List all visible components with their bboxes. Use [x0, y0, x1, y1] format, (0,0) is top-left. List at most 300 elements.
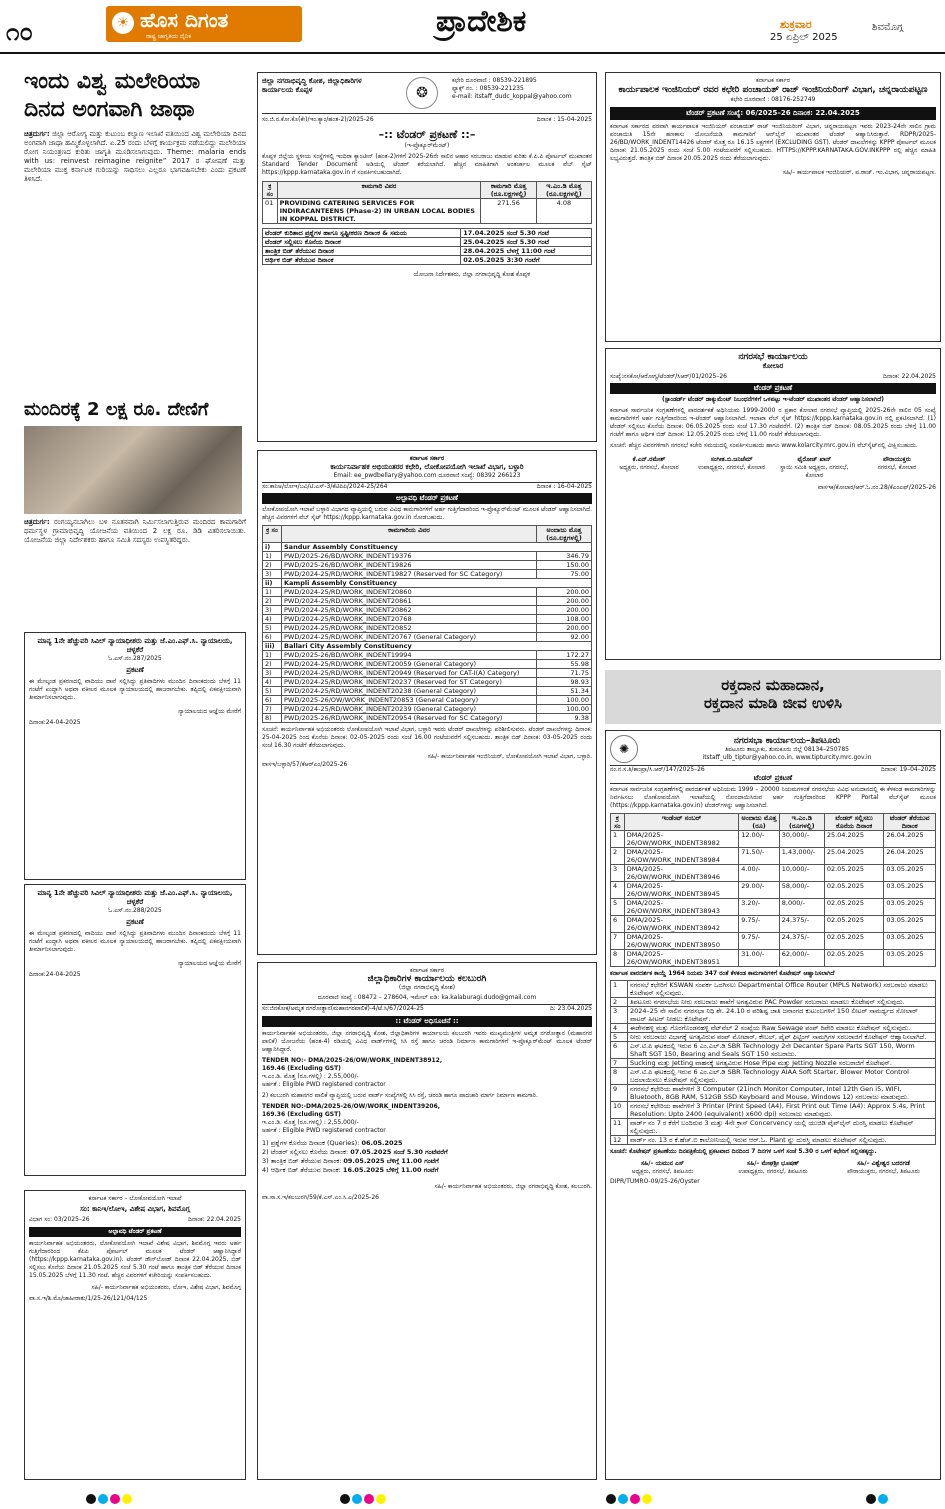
col-header: ಕಾಮಗಾರಿಯ ವಿವರ — [282, 526, 537, 543]
kolar-signatures — [610, 456, 936, 480]
date-label: ಟೆಂಡರ್ ಕುರಿತಾದ ಪ್ರಶ್ನೆಗಳ ಹಾಗೂ ಸ್ಪಷ್ಟೀಕರಣ ದಿನಾಂಕ & ಸಮಯ — [263, 229, 461, 238]
cell: DMA/2025-26/OW/WORK_INDENT38984 — [624, 848, 738, 865]
schedule-label: 4) ಆರ್ಥಿಕ ಬಿಡ್ ತೆರೆಯುವ ದಿನಾಂಕ: — [262, 1166, 341, 1174]
court1-case: ಓ.ಎಸ್.ನಂ.287/2025 — [108, 655, 162, 662]
cell: PWD/2025-26/BD/WORK_INDENT19826 — [282, 561, 537, 570]
tiptur-footer: DIPR/TUMRO-09/25-26/Oyster — [610, 1178, 700, 1185]
blood-donation-banner — [605, 670, 941, 724]
schedule-value: 07.05.2025 ಸಂಜೆ 5.30 ಗಂಟೆವರೆಗೆ — [350, 1148, 448, 1156]
group-num: ii) — [263, 579, 282, 588]
cell: 9 — [611, 1085, 628, 1102]
col-header: ಕಾಮಗಾರಿ ವಿವರ — [277, 182, 481, 199]
cell: 5) — [263, 687, 282, 696]
tiptur-quotes-table — [610, 980, 936, 1145]
schedule-line — [262, 1157, 592, 1166]
signer-name: ಪೌರಾಯುಕ್ತರು — [882, 456, 911, 463]
date-label: ಆರ್ಥಿಕ ಬಿಡ್ ತೆರೆಯುವ ದಿನಾಂಕ — [263, 256, 461, 265]
signer-name: ಸಹಿ/– ಯಮುನ ಎಸ್ — [640, 1160, 685, 1167]
cell: 9.75/- — [739, 916, 780, 933]
cell: 02.05.2025 — [824, 899, 884, 916]
cell: 3.20/- — [739, 899, 780, 916]
schedule-line — [262, 1139, 592, 1148]
group-row — [263, 543, 592, 552]
table-row — [611, 848, 936, 865]
cell: 4 — [611, 882, 625, 899]
table-row — [263, 588, 592, 597]
court2-title: ಮಾನ್ಯ 1ನೇ ಹೆಚ್ಚುವರಿ ಸಿವಿಲ್ ನ್ಯಾಯಾಧೀಶರು ಮತ್ತು ಜೆ.ಎಂ.ಎಫ್.ಸಿ. ನ್ಯಾಯಾಲಯ, ಚಳ್ಳಕೆರೆ — [37, 889, 233, 906]
court2-section: ಪ್ರಕಟಣೆ — [126, 918, 144, 926]
chp-office: ಕಾರ್ಯಪಾಲಕ ಇಂಜಿನಿಯರ್ ರವರ ಕಛೇರಿ ಪಂಚಾಯತ್ ರಾಜ್ ಇಂಜಿನಿಯರಿಂಗ್ ವಿಭಾಗ, ಚನ್ನರಾಯಪಟ್ಟಣ — [618, 85, 928, 95]
cell: PWD/2024-25/RD/WORK_INDENT20862 — [282, 606, 537, 615]
table-row — [263, 256, 592, 265]
reg-dot — [618, 1494, 628, 1504]
schedule-label: 1) ಪ್ರಶ್ನೆಗಳ ಕೊನೆಯ ದಿನಾಂಕ (Queries): — [262, 1139, 360, 1147]
cell: 4) — [263, 678, 282, 687]
signature-block — [775, 456, 853, 480]
kal-govt: ಕರ್ನಾಟಕ ಸರ್ಕಾರ — [409, 967, 445, 974]
temple-body: ರಂಗಯ್ಯನಬಾಗಿಲು ಬಳಿ ನೂತನವಾಗಿ ನಿರ್ಮಿಸಲಾಗುತ್ತಿರುವ ಮಂದಿರದ ಕಾಮಗಾರಿಗೆ ಧರ್ಮಸ್ಥಳ ಗ್ರಾಮಾಭಿವೃದ್ಧಿ ಯೋಜನೆಯ ವತಿಯಿಂದ 2 ಲಕ್ಷ ರೂ. ಡಿಡಿ ವಿತರಿಸಲಾಯಿತು. ಯೋಜನೆಯ ಜಿಲ್ಲಾ ನಿರ್ದೇಶಕರು ಹಾಗೂ ಸಮಿತಿ ಸದಸ್ಯರು ಉಪಸ್ಥಿತರಿದ್ದರು. — [24, 518, 246, 544]
channarayapatna-tender-notice — [605, 72, 941, 342]
temple-text — [24, 518, 246, 545]
col-header: ಕ್ರ ಸಂ — [263, 182, 278, 199]
reg-dot — [630, 1494, 640, 1504]
bellary-office: ಕಾರ್ಯನಿರ್ವಾಹಕ ಅಭಿಯಂತರರ ಕಛೇರಿ, ಲೋಕೋಪಯೋಗಿ ಇಲಾಖೆ ವಿಭಾಗ, ಬಳ್ಳಾರಿ — [330, 463, 524, 471]
kal-tender2-cost: 169.36 (Excluding GST) — [262, 1111, 341, 1118]
tiptur-table — [610, 813, 936, 967]
cell: ನಗರಸಭೆ ಕಛೇರಿಗೆ KSWAN ಸಂಪರ್ಕ ಒದಗಿಸಲು Departmental Office Router (MPLS Network) ಸರಬರಾಜು ಮಾಡಲು ಕೊಟೇಷನ್ ಸಲ್ಲಿಸುವುದು. — [628, 981, 936, 998]
kolar-ref: ಸಂಖ್ಯೆ:ನಸಕೋ/ಆರೋಗ್ಯ/ಟೆಂಡರ್/ಸಿಆರ್/01/2025–26 — [610, 373, 728, 380]
table-header-row — [263, 182, 592, 199]
bellary-tender-notice — [257, 450, 597, 955]
kal-tender1: TENDER NO:- DMA/2025-26/OW/WORK_INDENT38912, — [262, 1057, 443, 1064]
cell: 62,000/- — [779, 950, 824, 967]
kolar-office: ನಗರಸಭೆ ಕಾರ್ಯಾಲಯ — [738, 352, 808, 362]
koppal-header — [262, 77, 592, 109]
shm-refline — [29, 1216, 241, 1224]
koppal-tender-notice — [257, 72, 597, 442]
cell: ಈಡೇನಹಳ್ಳಿ ಮತ್ತು ಗೊರಗೊಂಡನಹಳ್ಳಿ ವೆಟ್‌ವೆಲ್ 2 ಸಂಖ್ಯೆಯ Raw Sewage ಪಂಪ್ ರಿಪೇರಿ ಮಾಡಲು ಕೊಟೇಷನ್ ಸಲ್ಲಿಸುವುದು. — [628, 1024, 936, 1033]
cell: PWD/2024-25/RD/WORK_INDENT20767 (General Category) — [282, 633, 537, 642]
cell: 58,000/- — [779, 882, 824, 899]
pwd-shivamogga-notice — [24, 1190, 246, 1480]
malaria-body: ಜಿಲ್ಲಾ ಆರೋಗ್ಯ ಮತ್ತು ಕುಟುಂಬ ಕಲ್ಯಾಣ ಇಲಾಖೆ ವತಿಯಿಂದ ವಿಶ್ವ ಮಲೇರಿಯಾ ದಿನದ ಅಂಗವಾಗಿ ಜಾಥಾ ಹಮ್ಮಿಕೊಳ್ಳಲಾಗಿದೆ. ಏ.25 ರಂದು ಬೆಳಗ್ಗೆ ಕಾರ್ಯಕ್ರಮ ನಡೆಯಲಿದ್ದು ಮಲೇರಿಯಾ ರೋಗ ನಿಯಂತ್ರಣದ ಕುರಿತು ಜಾಗೃತಿ ಮೂಡಿಸಲಾಗುವುದು. Theme: malaria ends with us: reinvest reimagine reignite” 2017 ರ ಘೋಷಣೆ ಮತ್ತು ಮಲೇರಿಯಾ ಮುಕ್ತ ಕರ್ನಾಟಕ ಗುರಿಯನ್ನು ಸಾಧಿಸಲು ಎಲ್ಲರೂ ಭಾಗವಹಿಸಬೇಕು ಎಂದು ಪ್ರಕಟಣೆ ತಿಳಿಸಿದೆ. — [24, 130, 246, 183]
group-title: Sandur Assembly Constituency — [282, 543, 592, 552]
group-num: i) — [263, 543, 282, 552]
malaria-article — [24, 68, 246, 398]
date-label: ತಾಂತ್ರಿಕ ಬಿಡ್ ತೆರೆಯುವ ದಿನಾಂಕ — [263, 247, 461, 256]
kal-sub: (ಜಿಲ್ಲಾ ನಗರಾಭಿವೃದ್ಧಿ ಕೋಶ) — [398, 984, 456, 991]
cell: 4.08 — [536, 199, 591, 224]
table-row — [611, 1024, 936, 1033]
chp-bar: ಟೆಂಡರ್ ಪ್ರಕಟಣೆ ಸಂಖ್ಯೆ: 06/2025–26 ದಿನಾಂಕ: 22.04.2025 — [610, 107, 936, 120]
cell: 01 — [263, 199, 278, 224]
table-row — [611, 916, 936, 933]
cell: 51.34 — [537, 687, 592, 696]
cell: 100.00 — [537, 696, 592, 705]
signer-name: ಫೈರೋಜ್ ಖಾನ್ — [797, 456, 832, 463]
cell: ತಿಪಟೂರು ನಗರಸಭೆಯ ನೀರು ಸರಬರಾಜು ಶಾಖೆಗೆ ಅಗತ್ಯವಿರುವ PAC Powder ಸರಬರಾಜು ಮಾಡಲು ಕೊಟೇಷನ್ ಸಲ್ಲಿಸುವುದು. — [628, 998, 936, 1007]
cell: 346.79 — [537, 552, 592, 561]
chp-sign: ಸಹಿ/– ಕಾರ್ಯಪಾಲಕ ಇಂಜಿನಿಯರ್, ಪ.ರಾಜ್. ಇಂ.ವಿಭಾಗ, ಚನ್ನರಾಯಪಟ್ಟಣ. — [782, 169, 936, 176]
group-row — [263, 579, 592, 588]
section-title: ಪ್ರಾದೇಶಿಕ — [436, 4, 527, 39]
tiptur-bar: ಟೆಂಡರ್ ಪ್ರಕಟಣೆ — [610, 774, 936, 784]
bellary-refline — [262, 482, 592, 491]
reg-dot — [866, 1494, 876, 1504]
cell: DMA/2025-26/OW/WORK_INDENT38950 — [624, 933, 738, 950]
cell: PWD/2025-26/RD/WORK_INDENT20954 (Reserved for SC Category) — [282, 714, 537, 723]
koppal-dates-table — [262, 228, 592, 265]
tiptur-body: ಕರ್ನಾಟಕ ಸಾರ್ವಜನಿಕ ಸಂಗ್ರಹಣೆಗಳಲ್ಲಿ ಪಾರದರ್ಶಕತೆ ಅಧಿನಿಯಮ 1999 – 20000 ನಿಯಮಗಳಂತೆ ನಗರಸಭೆಯ ವಿವಿಧ ಅನುದಾನದಲ್ಲಿ ಈ ಕೆಳಕಂಡ ಕಾಮಗಾರಿಗಳನ್ನು ನಿರ್ವಹಿಸಲು ಲೋಕೋಪಯೋಗಿ ಇಲಾಖೆಯಲ್ಲಿ ನೋಂದಾಯಿಸಿರುವ ಅರ್ಹ ಗುತ್ತಿಗೆದಾರರಿಂದ KPPP Portal ವೆಬ್‌ಸೈಟ್ ಮೂಲಕ (https://kppp.karnataka.gov.in) ಟೆಂಡರ್‌ಗಳನ್ನು ಆಹ್ವಾನಿಸಲಾಗಿದೆ. — [610, 786, 936, 809]
table-row — [263, 669, 592, 678]
chp-govt: ಕರ್ನಾಟಕ ಸರ್ಕಾರ — [755, 77, 791, 84]
cell: 12 — [611, 1136, 628, 1145]
reg-dot — [110, 1494, 120, 1504]
tiptur-email: itstaff_ulb_tiptur@yahoo.co.in, www.tipturcity.mrc.gov.in — [702, 753, 872, 761]
cell: 5 — [611, 1033, 628, 1042]
shm-footer: ವಾ.ಸ.ಇ/ಶಿ.ಮೊ/ಜಾಹೀರಾತು/1/25-26/121/04/125 — [29, 1295, 148, 1302]
col-header: ಇ.ಎಂ.ಡಿ ಮೊತ್ತ (ರೂ.ಲಕ್ಷಗಳಲ್ಲಿ) — [536, 182, 591, 199]
court1-date: ದಿನಾಂಕ:24-04-2025 — [29, 719, 81, 726]
koppal-table — [262, 181, 592, 224]
signer-name: ಕೆ.ಎನ್.ರಮೇಶ್ — [632, 456, 666, 463]
kal-body1: ಕಾರ್ಯನಿರ್ವಾಹಕ ಅಭಿಯಂತರರು, ಜಿಲ್ಲಾ ನಗರಾಭಿವೃದ್ಧಿ ಕೋಶ, ಜಿಲ್ಲಾಧಿಕಾರಿಗಳ ಕಾರ್ಯಾಲಯ ಕಲಬುರಗಿ ಇವರು ಮುಖ್ಯಮಂತ್ರಿಗಳ ಅಮೃತ ನಗರೋತ್ಥಾನ (ಮಹಾನಗರ ಪಾಲಿಕೆ) ಯೋಜನೆಯ (ಹಂತ-4) ರಡಿಯಲ್ಲಿ ವಿವಿಧ ವಾರ್ಡ್‌ಗಳಲ್ಲಿ ಸಿಸಿ ರಸ್ತೆ ಹಾಗೂ ಚರಂಡಿ ನಿರ್ಮಾಣ ಕಾಮಗಾರಿಗಳಿಗೆ ಇ-ಪ್ರೊಕ್ಯೂರ್‌ಮೆಂಟ್ ಮೂಲಕ ಟೆಂಡರ್ ಆಹ್ವಾನಿಸಿದ್ದಾರೆ. — [262, 1030, 592, 1053]
table-row — [263, 199, 592, 224]
kolar-date: ದಿನಾಂಕ: 22.04.2025 — [883, 373, 936, 380]
kolar-body: ಕರ್ನಾಟಕ ಸಾರ್ವಜನಿಕ ಸಂಗ್ರಹಣೆಗಳಲ್ಲಿ ಪಾರದರ್ಶಕತೆ ಅಧಿನಿಯಮ 1999-2000 ರ ಪ್ರಕಾರ ಕೋಲಾರ ನಗರಸಭೆ ವ್ಯಾಪ್ತಿಯಲ್ಲಿ 2025-26ನೇ ಸಾಲಿನ 05 ಸಂಖ್ಯೆ ಕಾಮಗಾರಿಗಳಿಗೆ ಅರ್ಹ ಗುತ್ತಿಗೆದಾರರಿಂದ ಇ-ಟೆಂಡರ್ ಆಹ್ವಾನಿಸಲಾಗಿದೆ. ಇಲಾಖಾ ವೆಬ್ ಸೈಟ್ https://kppp.karnataka.gov.in ನಲ್ಲಿ ಪ್ರಕಟಿಸಲಾಗಿದೆ. (1) ಟೆಂಡರ್ ಸಲ್ಲಿಸಲು ಕೊನೆಯ ದಿನಾಂಕ: 06.05.2025 ರಂದು ಸಂಜೆ 17.30 ಗಂಟೆವರೆಗೆ. (2) ತಾಂತ್ರಿಕ ಬಿಡ್ ದಿನಾಂಕ: 08.05.2025 ರಂದು ಬೆಳಿಗ್ಗೆ 11.00 ಗಂಟೆಗೆ ಹಾಗೂ ಆರ್ಥಿಕ ಬಿಡ್ ದಿನಾಂಕ: 12.05.2025 ರಂದು ಬೆಳಿಗ್ಗೆ 11.00 ಗಂಟೆಗೆ ತೆರೆಯಲಾಗುವುದು. — [610, 407, 936, 438]
cell: DMA/2025-26/OW/WORK_INDENT38945 — [624, 882, 738, 899]
bellary-sign: ಸಹಿ/- ಕಾರ್ಯನಿರ್ವಾಹಕ ಇಂಜಿನಿಯರ್, ಲೋಕೋಪಯೋಗಿ ಇಲಾಖೆ ವಿಭಾಗ, ಬಳ್ಳಾರಿ. — [427, 753, 592, 760]
court1-body: ಈ ಮೇಲ್ಕಂಡ ಪ್ರಕರಣದಲ್ಲಿ ವಾದಿಯು ದಾವೆ ಸಲ್ಲಿಸಿದ್ದು ಪ್ರತಿವಾದಿಗಳು ಮುಂದಿನ ದಿನಾಂಕದಂದು ಬೆಳಗ್ಗೆ 11 ಗಂಟೆಗೆ ಖುದ್ದಾಗಿ ಅಥವಾ ವಕೀಲರ ಮೂಲಕ ನ್ಯಾಯಾಲಯದಲ್ಲಿ ಹಾಜರಾಗಬೇಕು. ತಪ್ಪಿದಲ್ಲಿ ಏಕಪಕ್ಷೀಯವಾಗಿ ತೀರ್ಮಾನಿಸಲಾಗುವುದು. — [29, 678, 241, 701]
bellary-email: Email: ee_pwdbellary@yahoo.com ದೂರವಾಣಿ ಸಂಖ್ಯೆ: 08392 266123 — [333, 472, 521, 479]
cell: ನಗರಸಭೆ ಕಛೇರಿಯ ಶಾಖೆಗಳಿಗೆ 3 Printer (Print Speed (A4), First Print out Time (A4): Approx 5.4s, Print Resolution: Upto 2400 (equivalent) x600 dpi) ಸರಬರಾಜು ಮಾಡುವುದು. — [628, 1102, 936, 1119]
emblem-icon: ❂ — [406, 77, 438, 109]
cell: 02.05.2025 — [824, 865, 884, 882]
cell: 1 — [611, 831, 625, 848]
schedule-value: 09.05.2025 ಬೆಳಿಗ್ಗೆ 11.00 ಗಂಟೆಗೆ — [343, 1157, 439, 1165]
cell: 2) — [263, 660, 282, 669]
shm-bar: ಅಲ್ಪಾವಧಿ ಟೆಂಡರ್ ಪ್ರಕಟಣೆ — [29, 1227, 241, 1237]
table-row — [263, 615, 592, 624]
cell: PWD/2024-25/RD/WORK_INDENT20238 (General Category) — [282, 687, 537, 696]
kal-refline — [262, 1004, 592, 1013]
bellary-bar: ಅಲ್ಪಾವಧಿ ಟೆಂಡರ್ ಪ್ರಕಟಣೆ — [262, 493, 592, 504]
kolar-bar: ಟೆಂಡರ್ ಪ್ರಕಟಣೆ — [610, 383, 936, 394]
col-header: ಕ್ರ ಸಂ — [263, 526, 282, 543]
bellary-table — [262, 525, 592, 723]
cell: 9.38 — [537, 714, 592, 723]
table-row — [611, 1068, 936, 1085]
tiptur-header — [610, 735, 936, 763]
cell: 8 — [611, 1068, 628, 1085]
cell: 03.05.2025 — [884, 882, 936, 899]
cell: 03.05.2025 — [884, 899, 936, 916]
signature-block — [858, 456, 936, 480]
schedule-line — [262, 1148, 592, 1157]
cell: PROVIDING CATERING SERVICES FOR INDIRACANTEENS (Phase-2) IN URBAN LOCAL BODIES IN KOPPAL DISTRICT. — [277, 199, 481, 224]
reg-dot — [606, 1494, 616, 1504]
cell: 3 — [611, 1007, 628, 1024]
cell: 55.98 — [537, 660, 592, 669]
court-notice-1 — [24, 632, 246, 880]
cell: PWD/2024-25/RD/WORK_INDENT20059 (General Category) — [282, 660, 537, 669]
shm-ref: ವಿಭಾಗ ಸಂ: 03/2025–26 — [29, 1216, 90, 1223]
cell: 5 — [611, 899, 625, 916]
koppal-notice-sub: (ಇ-ಪ್ರೊಕ್ಯೂರ್‌ಮೆಂಟ್) — [404, 142, 450, 149]
table-row — [263, 660, 592, 669]
kal-tender2-elig: ಅರ್ಹತೆ : Eligible PWD registered contractor — [262, 1127, 386, 1134]
temple-article — [24, 398, 246, 628]
cell: ನಗರಸಭೆ ಕಛೇರಿಯ ಶಾಖೆಗಳಿಗೆ 3 Computer (21inch Monitor Computer, Intel 12th Gen i5, WIFI, Bluetooth, 8GB RAM, 512GB SSD Keyboard and Mouse, Windows 12) ಸರಬರಾಜು ಮಾಡುವುದು. — [628, 1085, 936, 1102]
table-row — [611, 1033, 936, 1042]
table-row — [263, 238, 592, 247]
court2-body: ಈ ಮೇಲ್ಕಂಡ ಪ್ರಕರಣದಲ್ಲಿ ವಾದಿಯು ದಾವೆ ಸಲ್ಲಿಸಿದ್ದು ಪ್ರತಿವಾದಿಗಳು ಮುಂದಿನ ದಿನಾಂಕದಂದು ಬೆಳಗ್ಗೆ 11 ಗಂಟೆಗೆ ಖುದ್ದಾಗಿ ಅಥವಾ ವಕೀಲರ ಮೂಲಕ ನ್ಯಾಯಾಲಯದಲ್ಲಿ ಹಾಜರಾಗಬೇಕು. ತಪ್ಪಿದಲ್ಲಿ ಏಕಪಕ್ಷೀಯವಾಗಿ ತೀರ್ಮಾನಿಸಲಾಗುವುದು. — [29, 930, 241, 953]
cell: 3) — [263, 606, 282, 615]
cell: PWD/2024-25/RD/WORK_INDENT20239 (General Category) — [282, 705, 537, 714]
kal-bar: :: ಟೆಂಡರ್ ಅಧಿಸೂಚನೆ :: — [262, 1016, 592, 1027]
cell: 2) — [263, 561, 282, 570]
koppal-contact — [452, 77, 592, 109]
cell: 4 — [611, 1024, 628, 1033]
signer-role: ಪೌರಾಯುಕ್ತರು, ನಗರಸಭೆ, ತಿಪಟೂರು — [847, 1168, 920, 1175]
col-header: ಕ್ರ ಸಂ — [611, 814, 625, 831]
chp-body: ಕರ್ನಾಟಕ ಸರ್ಕಾರದ ಪರವಾಗಿ ಕಾರ್ಯಪಾಲಕ ಇಂಜಿನಿಯರ್ ಪಂಚಾಯತ್ ರಾಜ್ ಇಂಜಿನಿಯರಿಂಗ್ ವಿಭಾಗ, ಚನ್ನರಾಯಪಟ್ಟಣ ಇವರು 2023-24ನೇ ಸಾಲಿನ ಗ್ರಾಮ ಪಂಚಾಯಿತಿ 15ನೇ ಹಣಕಾಸು ಯೋಜನೆಯಡಿ ಕಾಮಗಾರಿಗೆ ಆನ್‌ಲೈನ್ ಮುಖಾಂತರ ಟೆಂಡರ್ ಆಹ್ವಾನಿಸಿರುತ್ತಾರೆ. RDPR/2025-26/BD/WORK_INDENT14426 ಟೆಂಡರ್ ಮೊತ್ತ ರೂ 16.15 ಲಕ್ಷಗಳಿಗೆ (EXCLUDING GST). ಟೆಂಡರ್ ದಾಖಲೆಗಳನ್ನು KPPP ಪೋರ್ಟಲ್ ಮೂಲಕ ದಿನಾಂಕ: 21.05.2025 ರಂದು ಸಂಜೆ 5.00 ಗಂಟೆಯವರೆಗೆ ಸಲ್ಲಿಸಬಹುದು. HTTPS://KPPP.KARNATAKA.GOV.INKPPP ರಲ್ಲಿ ಹೆಚ್ಚಿನ ಮಾಹಿತಿ ಲಭ್ಯವಿರುತ್ತದೆ. ತಾಂತ್ರಿಕ ಬಿಡ್ ದಿನಾಂಕ 20.05.2025 ರಂದು ತೆರೆಯಲಾಗುವುದು. — [610, 123, 936, 162]
kal-tender1-elig: ಅರ್ಹತೆ : Eligible PWD registered contractor — [262, 1081, 386, 1088]
cell: DMA/2025-26/OW/WORK_INDENT38946 — [624, 865, 738, 882]
kolar-note: ಸೂಚನೆ: ಹೆಚ್ಚಿನ ವಿವರಗಳಿಗಾಗಿ ನಗರಸಭೆ ಕಚೇರಿ ಸಮಯದಲ್ಲಿ ಸಂಪರ್ಕಿಸಬಹುದು ಹಾಗೂ www.kolarcity.mrc.gov.in ವೆಬ್‌ಸೈಟ್‌ನಲ್ಲಿ ವೀಕ್ಷಿಸಬಹುದು. — [610, 442, 918, 449]
cell: 10 — [611, 1102, 628, 1119]
cell: PWD/2024-25/RD/WORK_INDENT20768 — [282, 615, 537, 624]
tiptur-note: ಸೂಚನೆ: ಕೊಟೇಷನ್ ಪ್ರಕಟಣೆಯು ದಿನಪತ್ರಿಕೆಯಲ್ಲಿ ಪ್ರಕಟವಾದ ದಿನದಿಂದ 7 ದಿನಗಳ ಒಳಗೆ ಸಂಜೆ 5.30 ರ ಒಳಗೆ ಕಛೇರಿಗೆ ಸಲ್ಲಿಸತಕ್ಕದ್ದು. — [610, 1148, 877, 1155]
group-row — [263, 642, 592, 651]
group-title: Kampli Assembly Constituency — [282, 579, 592, 588]
cell: ವಾರ್ಡ್ ನಂ 7 ರ ಕೆರೆಗೆ ಬಂದಿರುವ 3 ಮತ್ತು 4ನೇ ಕ್ರಾಸ್ Concervency ಯಲ್ಲಿ ಯುಜಿಡಿ ಪೈಪ್‌ಲೈನ್ ದುರಸ್ತಿ ಮಾಡಲು ಕೊಟೇಷನ್ ಸಲ್ಲಿಸುವುದು. — [628, 1119, 936, 1136]
cell: 108.00 — [537, 615, 592, 624]
temple-photo — [24, 426, 242, 514]
cell: 8 — [611, 950, 625, 967]
cell: 150.00 — [537, 561, 592, 570]
court2-date: ದಿನಾಂಕ:24-04-2025 — [29, 971, 81, 978]
cell: PWD/2024-25/RD/WORK_INDENT20861 — [282, 597, 537, 606]
table-row — [263, 561, 592, 570]
cell: 11 — [611, 1119, 628, 1136]
brand-logo — [106, 6, 302, 42]
table-row — [611, 950, 936, 967]
cell: 92.00 — [537, 633, 592, 642]
kal-ref: ಸಂ:ಜಿನಕೋಕ/ಅಮೃತ ನಗರೋತ್ಥಾನ(ಮಹಾನಗರಪಾಲಿಕೆ)-4/ಟೆ.ಸಿ/67/2024-25 — [262, 1005, 424, 1012]
cell: 3 — [611, 865, 625, 882]
schedule-label: 2) ಟೆಂಡರ್ ಸಲ್ಲಿಸಲು ಕೊನೆಯ ದಿನಾಂಕ: — [262, 1148, 349, 1156]
cell: 6) — [263, 696, 282, 705]
bellary-footer: ವಾಸಇ/ಬಳ್ಳಾರಿ/57/ಕೆಆರ್‌ಎಂ/2025-26 — [262, 761, 348, 768]
table-row — [611, 831, 936, 848]
cell: 200.00 — [537, 597, 592, 606]
signature-block — [610, 456, 688, 480]
cell: 03.05.2025 — [884, 865, 936, 882]
table-row — [263, 633, 592, 642]
cell: ನೀರು ಸರಬರಾಜು ವಿಭಾಗಕ್ಕೆ ಅಗತ್ಯವಿರುವ ಪಂಪ್ ಮೋಟಾರ್, ಕೇಬಲ್, ಪೈಪ್ ಫಿಟ್ಟಿಂಗ್ ಸಾಮಗ್ರಿಗಳ ಸರಬರಾಜಿಗೆ ಕೊಟೇಷನ್ ಆಹ್ವಾನಿಸಲಾಗಿದೆ. — [628, 1033, 936, 1042]
reg-dot — [340, 1494, 350, 1504]
cell: 6 — [611, 1042, 628, 1059]
signer-name: ಸಹಿ/– ಮೇಘಶ್ರೀ ಭೂಷಣ್ — [746, 1160, 800, 1167]
table-row — [611, 998, 936, 1007]
reg-dot — [364, 1494, 374, 1504]
cell: Sucking ಮತ್ತು Jetting ವಾಹನಕ್ಕೆ ಅಗತ್ಯವಿರುವ Hose Pipe ಮತ್ತು Jetting Nozzle ಸರಬರಾಜಿಗೆ ಕೊಟೇಷನ್. — [628, 1059, 936, 1068]
bellary-note: ಸೂಚನೆ: ಕಾರ್ಯನಿರ್ವಾಹಕ ಅಭಿಯಂತರರು ಲೋಕೋಪಯೋಗಿ ಇಲಾಖೆ ವಿಭಾಗ, ಬಳ್ಳಾರಿ ಇವರು ಟೆಂಡರ್ ದಾಖಲೆಗಳನ್ನು ಪರಿಶೀಲಿಸುವರು. ಟೆಂಡರ್ ದಾಖಲೆಗಳನ್ನು ದಿನಾಂಕ: 25-04-2025 ರಿಂದ ಕೊನೆಯ ದಿನಾಂಕ: 02-05-2025 ರಂದು ಸಂಜೆ 16.00 ಗಂಟೆಯವರೆಗೆ ಸಲ್ಲಿಸಬಹುದು. ತಾಂತ್ರಿಕ ಬಿಡ್ ದಿನಾಂಕ: 03-05-2025 ರಂದು ಸಂಜೆ 16.30 ಗಂಟೆಗೆ ತೆರೆಯಲಾಗುವುದು. — [262, 726, 592, 749]
koppal-body: ಕೊಪ್ಪಳ ಜಿಲ್ಲೆಯ ಸ್ಥಳೀಯ ಸಂಸ್ಥೆಗಳಲ್ಲಿ ಇಂದಿರಾ ಕ್ಯಾಂಟೀನ್ (ಹಂತ-2)ಗಳಿಗೆ 2025-26ನೇ ಸಾಲಿನ ಆಹಾರ ಸರಬರಾಜು ಮಾಡುವ ಕುರಿತು ಕೆ.ಪಿ.ಪಿ ಪೋರ್ಟಲ್ ಮುಖಾಂತರ Standard Tender Document ಅಡಿಯಲ್ಲಿ ಟೆಂಡರ್ ಕರೆಯಲಾಗಿದೆ. ಹೆಚ್ಚಿನ ಮಾಹಿತಿಗಾಗಿ ಅಂತರ್ಜಾಲ ಮೂಲಕ ವೆಬ್ ಸೈಟ್ https://kppp.karnataka.gov.in ಗೆ ಸಂಪರ್ಕಿಸಬಹುದಾಗಿದೆ. — [262, 153, 592, 176]
kolar-footer: ವಾಸಇಕ/ಕೋಲಾರ/ಆರ್.ಓ.ನಂ.28/ಕೆಎಂಎಫ್/2025-26 — [817, 484, 936, 491]
table-row — [263, 678, 592, 687]
signer-role: ಅಧ್ಯಕ್ಷರು, ನಗರಸಭೆ, ತಿಪಟೂರು — [631, 1168, 694, 1175]
table-row — [611, 865, 936, 882]
cell: DMA/2025-26/OW/WORK_INDENT38982 — [624, 831, 738, 848]
reg-dot — [352, 1494, 362, 1504]
koppal-notice-title: –:: ಟೆಂಡರ್ ಪ್ರಕಟಣೆ ::– — [378, 128, 476, 141]
table-row — [611, 1059, 936, 1068]
bellary-body: ಲೋಕೋಪಯೋಗಿ ಇಲಾಖೆ ಬಳ್ಳಾರಿ ವಿಭಾಗದ ವ್ಯಾಪ್ತಿಯಲ್ಲಿ ಬರುವ ವಿವಿಧ ಕಾಮಗಾರಿಗಳಿಗೆ ಅರ್ಹ ಗುತ್ತಿಗೆದಾರರಿಂದ ಇ-ಪ್ರೊಕ್ಯೂರ್‌ಮೆಂಟ್ ಮೂಲಕ ಟೆಂಡರ್ ಆಹ್ವಾನಿಸಲಾಗಿದೆ. ಹೆಚ್ಚಿನ ವಿವರಗಳಿಗೆ ವೆಬ್ ಸೈಟ್ https://kppp.karnataka.gov.in ನೋಡಬಹುದು. — [262, 506, 592, 521]
kolar-city: ಕೋಲಾರ — [762, 362, 784, 370]
kal-tender1-cost: 169.46 (Excluding GST) — [262, 1065, 341, 1072]
cell: PWD/2025-26/BD/WORK_INDENT19376 — [282, 552, 537, 561]
cell: 3) — [263, 669, 282, 678]
kal-sign: ಸಹಿ/- ಕಾರ್ಯನಿರ್ವಾಹಕ ಅಭಿಯಂತರರು, ಜಿಲ್ಲಾ ನಗರಾಭಿವೃದ್ಧಿ ಕೋಶ, ಕಲಬುರಗಿ. — [434, 1183, 592, 1190]
koppal-phone: ಕಛೇರಿ ದೂರವಾಣಿ : 08539-221895 — [452, 77, 537, 84]
brand-tagline: ರಾಷ್ಟ್ರ ಜಾಗೃತಿಯ ದೈನಿಕ — [146, 33, 192, 40]
cell: 7 — [611, 933, 625, 950]
table-row — [263, 247, 592, 256]
malaria-dateline: ಚಿತ್ರದುರ್ಗ: — [24, 130, 50, 138]
date-label: ಟೆಂಡರ್ ಸಲ್ಲಿಸಲು ಕೊನೆಯ ದಿನಾಂಕ — [263, 238, 461, 247]
day-label: ಶುಕ್ರವಾರ — [780, 18, 812, 31]
shm-body: ಕಾರ್ಯನಿರ್ವಾಹಕ ಅಭಿಯಂತರರು, ಲೋಕೋಪಯೋಗಿ ಇಲಾಖೆ ವಿಶೇಷ ವಿಭಾಗ, ಶಿವಮೊಗ್ಗ ಇವರು ಅರ್ಹ ಗುತ್ತಿಗೆದಾರರಿಂದ ಕೆಪಿಪಿ ಪೋರ್ಟಲ್ ಮೂಲಕ ಟೆಂಡರ್ ಆಹ್ವಾನಿಸಿದ್ದಾರೆ (https://kppp.karnataka.gov.in). ಟೆಂಡರ್ ಡೌನ್‌ಲೋಡ್ ದಿನಾಂಕ 22.04.2025, ಬಿಡ್ ಸಲ್ಲಿಸಲು ಕೊನೆಯ ದಿನಾಂಕ 21.05.2025 ಸಂಜೆ 5.30 ಗಂಟೆ ಹಾಗೂ ತಾಂತ್ರಿಕ ಬಿಡ್ ತೆರೆಯುವ ದಿನಾಂಕ 15.05.2025 ಬೆಳಗ್ಗೆ 11.30 ಗಂಟೆ. ಹೆಚ್ಚಿನ ವಿವರಗಳಿಗೆ ಕಚೇರಿಯನ್ನು ಸಂಪರ್ಕಿಸಬಹುದು. — [29, 1240, 241, 1279]
shm-org: ಕರ್ನಾಟಕ ಸರ್ಕಾರ – ಲೋಕೋಪಯೋಗಿ ಇಲಾಖೆ — [88, 1195, 182, 1202]
bellary-date: ದಿನಾಂಕ : 16-04-2025 — [536, 483, 592, 490]
temple-dateline: ಚಿತ್ರದುರ್ಗ: — [24, 518, 50, 526]
sun-icon: ☀ — [112, 12, 134, 34]
cell: DMA/2025-26/OW/WORK_INDENT38951 — [624, 950, 738, 967]
kal-contact: ದೂರವಾಣಿ ಸಂಖ್ಯೆ : 08472 – 278604, ಇಮೇಲ್ ಐಡಿ: ka.kalaburagi.dudo@gmail.com — [317, 994, 537, 1001]
reg-dot — [86, 1494, 96, 1504]
signer-role: ನಗರಸಭೆ, ಕೋಲಾರ — [877, 464, 917, 471]
signature-block — [831, 1160, 936, 1176]
cell: PWD/2024-25/RD/WORK_INDENT20860 — [282, 588, 537, 597]
cell: 2 — [611, 998, 628, 1007]
city-seal-icon: ✺ — [610, 735, 638, 763]
cell: 8,000/- — [779, 899, 824, 916]
cell: PWD/2024-25/RD/WORK_INDENT19827 (Reserved for SC Category) — [282, 570, 537, 579]
cell: 98.93 — [537, 678, 592, 687]
cell: 25.04.2025 — [824, 848, 884, 865]
table-row — [263, 229, 592, 238]
table-header-row — [263, 526, 592, 543]
table-row — [263, 696, 592, 705]
signature-block — [610, 1160, 715, 1176]
kalaburagi-tender-notice — [257, 962, 597, 1480]
court1-sign: ನ್ಯಾಯಾಲಯದ ಆಜ್ಞೆಯ ಮೇರೆಗೆ — [178, 708, 241, 715]
cell: 26.04.2025 — [884, 848, 936, 865]
schedule-value: 06.05.2025 — [361, 1139, 403, 1147]
city-label: ಶಿವಮೊಗ್ಗ — [872, 22, 904, 33]
col-header: ಇ.ಎಂ.ಡಿ (ರೂಗಳಲ್ಲಿ) — [779, 814, 824, 831]
cell: 8) — [263, 714, 282, 723]
cell: 29.00/- — [739, 882, 780, 899]
kolar-refline — [610, 373, 936, 381]
cell: 6 — [611, 916, 625, 933]
col-header: ಇಂಡೆಂಟ್ ನಂಬರ್ — [624, 814, 738, 831]
cell: 7) — [263, 705, 282, 714]
signer-role: ಸ್ಥಾಯಿ ಸಮಿತಿ ಅಧ್ಯಕ್ಷರು, ನಗರಸಭೆ, ಕೋಲಾರ — [780, 464, 849, 479]
cell: 7 — [611, 1059, 628, 1068]
tiptur-ref: ನಂ.ನ.ಸ.ತಿ/ಕಾಂಪ್ರಾ/ಸಿ.ಆರ್/147/2025–26 — [610, 766, 705, 773]
table-row — [611, 882, 936, 899]
brand-name: ಹೊಸ ದಿಗಂತ — [140, 8, 229, 32]
table-row — [263, 552, 592, 561]
table-row — [263, 570, 592, 579]
cell: 03.05.2025 — [884, 933, 936, 950]
temple-headline: ಮಂದಿರಕ್ಕೆ 2 ಲಕ್ಷ ರೂ. ದೇಣಿಗೆ — [24, 399, 209, 420]
cell: 4) — [263, 615, 282, 624]
tiptur-header-text — [638, 737, 936, 762]
table-row — [611, 1085, 936, 1102]
table-row — [611, 1007, 936, 1024]
cell: 31.00/- — [739, 950, 780, 967]
cell: 02.05.2025 — [824, 933, 884, 950]
tiptur-refline — [610, 765, 936, 774]
cell: 2 — [611, 848, 625, 865]
cell: 30,000/- — [779, 831, 824, 848]
cell: ಎಸ್.ಟಿ.ಪಿ ಘಟಕದಲ್ಲಿ ಇರುವ 6 ಎಂ.ಎಲ್.ಡಿ SBR Technology AIAA Soft Starter, Blower Motor Control ಬದಲಾಯಿಸಲು ಕೊಟೇಷನ್ ಸಲ್ಲಿಸುವುದು. — [628, 1068, 936, 1085]
cell: 100.00 — [537, 705, 592, 714]
koppal-refline — [262, 113, 592, 124]
bellary-govt: ಕರ್ನಾಟಕ ಸರ್ಕಾರ — [409, 455, 445, 462]
cell: 71.50/- — [739, 848, 780, 865]
court-notice-2 — [24, 884, 246, 1176]
kal-date: ದಿ: 23.04.2025 — [549, 1005, 592, 1012]
print-registration-marks — [86, 1494, 886, 1506]
cell: DMA/2025-26/OW/WORK_INDENT38943 — [624, 899, 738, 916]
cell: 03.05.2025 — [884, 916, 936, 933]
table-row — [611, 899, 936, 916]
table-row — [263, 687, 592, 696]
signer-name: ಸಂಗೀತ.ಬಿ.ಜನಿಜೆಮ್ — [710, 456, 753, 463]
tiptur-contact: ತಿಪಟೂರು ತಾಲ್ಲೂಕು, ತುಮಕೂರು ಜಿಲ್ಲೆ 08134–250785 — [725, 745, 849, 753]
cell: PWD/2025-26/OW/WORK_INDENT20853 (General Category) — [282, 696, 537, 705]
tiptur-quote-title: ಕರ್ನಾಟಕ ಪಾರದರ್ಶಕ ಕಾಯ್ದೆ 1964 ನಿಯಮ 347 ರಂತೆ ಕೆಳಕಂಡ ಕಾಮಗಾರಿಗಳಿಗೆ ಕೊಟೇಷನ್ ಆಹ್ವಾನಿಸಲಾಗಿದೆ — [610, 970, 835, 977]
date-label: 25 ಏಪ್ರಿಲ್ 2025 — [770, 32, 838, 43]
signer-name: ಸಹಿ/– ವಿಶ್ವೇಶ್ವರ ಬದರಗಡೆ — [857, 1160, 910, 1167]
date-value: 17.04.2025 ಸಂಜೆ 5.30 ಗಂಟೆ — [461, 229, 592, 238]
chp-phone: ಕಛೇರಿ ದೂರವಾಣಿ : 08176-252749 — [730, 96, 816, 103]
blood-line-1: ರಕ್ತದಾನ ಮಹಾದಾನ, — [721, 676, 825, 694]
shm-title: ಸಂ: ಕಾನಿಇ/ಲೋಇ, ವಿಶೇಷ ವಿಭಾಗ, ಶಿವಮೊಗ್ಗ — [80, 1205, 190, 1213]
cell: 02.05.2025 — [824, 882, 884, 899]
cell: 2) — [263, 597, 282, 606]
cell: 9.75/- — [739, 933, 780, 950]
kal-schedule — [262, 1139, 592, 1175]
cell: PWD/2024-25/RD/WORK_INDENT20237 (Reserved for ST Category) — [282, 678, 537, 687]
table-row — [611, 1102, 936, 1119]
date-value: 02.05.2025 3:30 ಗಂಟೆಗೆ — [461, 256, 592, 265]
schedule-value: 16.05.2025 ಬೆಳಿಗ್ಗೆ 11.00 ಗಂಟೆಗೆ — [342, 1166, 439, 1174]
kolar-sub: (ಸ್ಟಾಂಡರ್ಡ್ ಟೆಂಡರ್ ಡಾಕ್ಯುಮೆಂಟ್ ನಿಬಂಧನೆಗಳಿಗೆ ಒಳಪಟ್ಟು ಇ-ಟೆಂಡರ್ ಮುಖಾಂತರ ಟೆಂಡರ್ ಆಹ್ವಾನಿಸಲಾಗಿದೆ) — [661, 396, 885, 403]
koppal-date: ದಿನಾಂಕ : 15-04-2025 — [536, 116, 592, 123]
cell: 1) — [263, 552, 282, 561]
cell: 6) — [263, 633, 282, 642]
tiptur-office: ನಗರಸಭಾ ಕಾರ್ಯಾಲಯ–ತಿಪಟೂರು — [733, 735, 841, 746]
cell: 1) — [263, 651, 282, 660]
signer-role: ಉಪಾಧ್ಯಕ್ಷರು, ನಗರಸಭೆ, ಕೋಲಾರ — [698, 464, 766, 471]
cell: 03.05.2025 — [884, 950, 936, 967]
